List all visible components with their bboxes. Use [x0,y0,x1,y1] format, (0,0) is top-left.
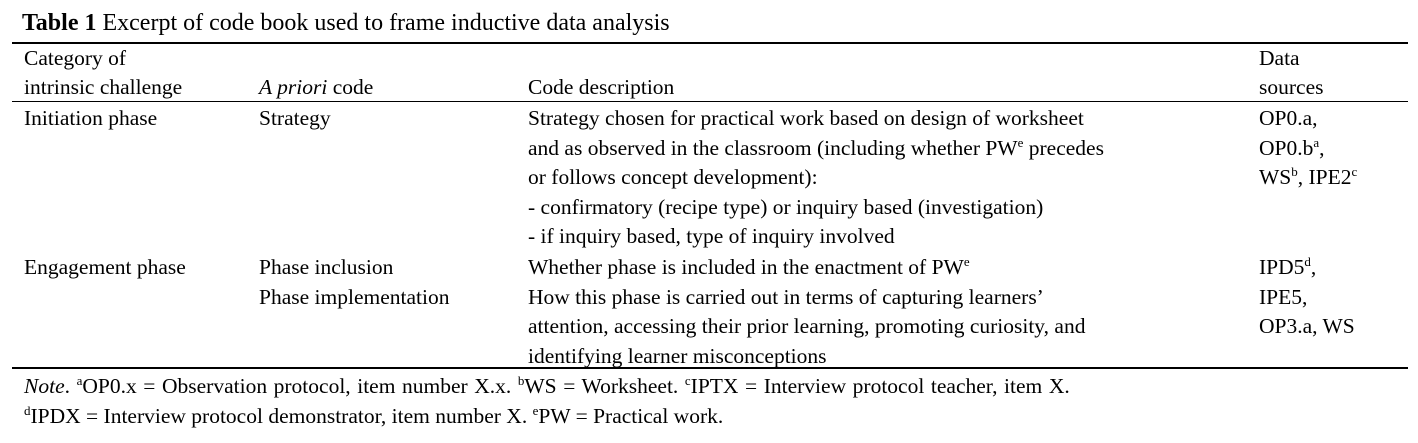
header-apriori-italic: A priori [259,75,328,99]
header-code-description: Code description [528,75,675,99]
row-initiation-description [528,104,1104,252]
top-rule [12,42,1408,44]
header-sources-line1: Data [1259,46,1300,70]
footnote-marker: c [1351,164,1358,179]
table-caption [22,8,670,38]
code-phase-implementation: Phase implementation [259,284,450,309]
table-title: Excerpt of code book used to frame inductive data analysis [96,10,670,36]
source-line: $OP0.b^a$, [1259,134,1325,160]
source-line: OP0.a, [1259,106,1318,130]
footnote-marker: e [1017,134,1024,150]
header-rule [12,101,1408,102]
source-line: IPD5$^d$, [1259,254,1317,279]
description-line: attention, accessing their prior learning, promoting curiosity, and [528,314,1086,338]
source-line: IPE5, [1259,284,1308,309]
source-line: OP3.a, WS [1259,314,1355,338]
row-initiation-category: Initiation phase [24,106,158,130]
description-line: and as observed in the classroom (including whether $PW^e$ precedes [528,134,1104,160]
table-label: Table 1 [22,10,97,36]
header-sources-line2: sources [1259,75,1324,99]
footnote-marker: d [1304,254,1311,269]
description-line: Strategy chosen for practical work based on design of worksheet [528,106,1084,130]
description-line: - if inquiry based, type of inquiry involved [528,224,895,248]
note-line: $^d$IPDX = Interview protocol demonstrator, item number X. $^e$PW = Practical work. [24,403,724,428]
footnote-marker: e [963,254,970,269]
footnote-marker: c [684,373,691,388]
footnote-marker: b [1291,164,1298,179]
footnote-marker: a [1313,134,1320,150]
description-line: or follows concept development): [528,165,818,189]
header-apriori-code [259,73,373,103]
note-label: Note [24,374,65,398]
row-engagement-category: Engagement phase [24,255,186,279]
header-category-line2: intrinsic challenge [24,75,183,99]
row-engagement-codes [259,253,449,312]
row-initiation-sources [1259,104,1357,193]
footnote-marker: b [517,373,525,388]
code-phase-inclusion: Phase inclusion [259,255,394,279]
header-apriori-rest: code [327,75,374,99]
header-category-line1: Category of [24,46,127,70]
row-engagement-description [528,253,1085,371]
note-line: Note. $^a$OP0.x = Observation protocol, item number X.x. $^b$WS = Worksheet. $^c$IPTX = Interview protocol teacher, item X. [24,373,1070,398]
source-line: $WS^b$, IPE2$^c$ [1259,164,1358,189]
footnote-marker: e [532,403,539,418]
footnote-marker: a [76,373,83,388]
description-line: How this phase is carried out in terms of capturing learners’ [528,284,1044,309]
row-engagement-sources [1259,253,1355,342]
description-line: identifying learner misconceptions [528,343,827,368]
description-line: - confirmatory (recipe type) or inquiry based (investigation) [528,194,1044,219]
footnote-marker: d [24,403,31,418]
description-line: Whether phase is included in the enactment of $PW^e$ [528,254,970,279]
bottom-rule [12,367,1408,369]
row-initiation-code: Strategy [259,106,331,130]
table-note [24,371,1070,431]
